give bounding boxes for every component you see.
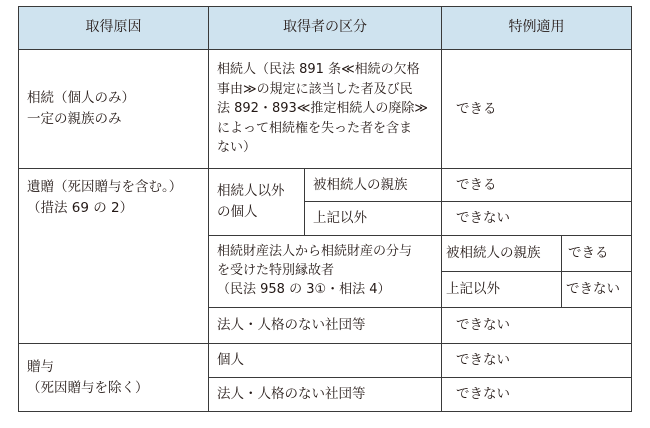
bequest-corp-label-text: 法人・人格のない社団等 [217, 317, 366, 334]
bequest-relative-special-text: できる [456, 176, 497, 193]
bequest-reason [18, 169, 209, 344]
gift-reason-text: 贈与 （死因贈与を除く） [27, 358, 149, 396]
inheritance-category-text: 相続人（民法 891 条≪相続の欠格 事由≫の規定に該当した者及び民 法 892・893≪推定相続人の廃除≫ によって相続権を失った者を含ま ない） [217, 62, 428, 156]
special-person-other-label-text: 上記以外 [446, 281, 500, 298]
gift-corp-special-text: できない [456, 386, 510, 403]
header-category-text: 取得者の区分 [283, 19, 367, 36]
inheritance-category [209, 50, 442, 169]
special-person-text: 相続財産法人から相続財産の分与 を受けた特別縁故者 （民法 958 の 3①・相法 4） [217, 244, 413, 297]
gift-corp-label [209, 378, 442, 412]
bequest-other-special [442, 202, 632, 236]
special-person-other-special [562, 272, 632, 308]
special-person-relative-special-text: できる [568, 245, 609, 262]
acquisition-table [18, 6, 632, 412]
inheritance-special [442, 50, 632, 169]
inheritance-special-text: できる [456, 100, 497, 117]
special-person [209, 236, 442, 308]
header-special-text: 特例適用 [508, 19, 565, 36]
header-special [442, 6, 632, 50]
bequest-relative-special [442, 169, 632, 202]
bequest-corp-special-text: できない [456, 317, 510, 334]
bequest-non-heir-text: 相続人以外 の個人 [217, 183, 285, 220]
header-category [209, 6, 442, 50]
header-reason [18, 6, 209, 50]
bequest-other-special-text: できない [456, 210, 510, 227]
special-person-relative-special [562, 236, 632, 272]
gift-individual-label-text: 個人 [217, 352, 244, 369]
special-person-relative-label [442, 236, 562, 272]
gift-reason [18, 344, 209, 412]
gift-individual-label [209, 344, 442, 378]
gift-corp-special [442, 378, 632, 412]
header-reason-text: 取得原因 [85, 19, 142, 36]
bequest-relative-label [305, 169, 442, 202]
gift-individual-special [442, 344, 632, 378]
bequest-other-label-text: 上記以外 [313, 210, 367, 227]
bequest-non-heir [209, 169, 305, 236]
special-person-other-special-text: できない [566, 281, 620, 298]
inheritance-reason-text: 相続（個人のみ） 一定の親族のみ [27, 90, 135, 127]
gift-corp-label-text: 法人・人格のない社団等 [217, 386, 366, 403]
special-person-relative-label-text: 被相続人の親族 [446, 245, 541, 262]
bequest-reason-text: 遺贈（死因贈与を含む。） （措法 69 の 2） [27, 179, 183, 216]
bequest-other-label [305, 202, 442, 236]
special-person-other-label [442, 272, 562, 308]
bequest-corp-label [209, 308, 442, 344]
bequest-corp-special [442, 308, 632, 344]
inheritance-reason [18, 50, 209, 169]
bequest-relative-label-text: 被相続人の親族 [313, 176, 408, 193]
gift-individual-special-text: できない [456, 352, 510, 369]
